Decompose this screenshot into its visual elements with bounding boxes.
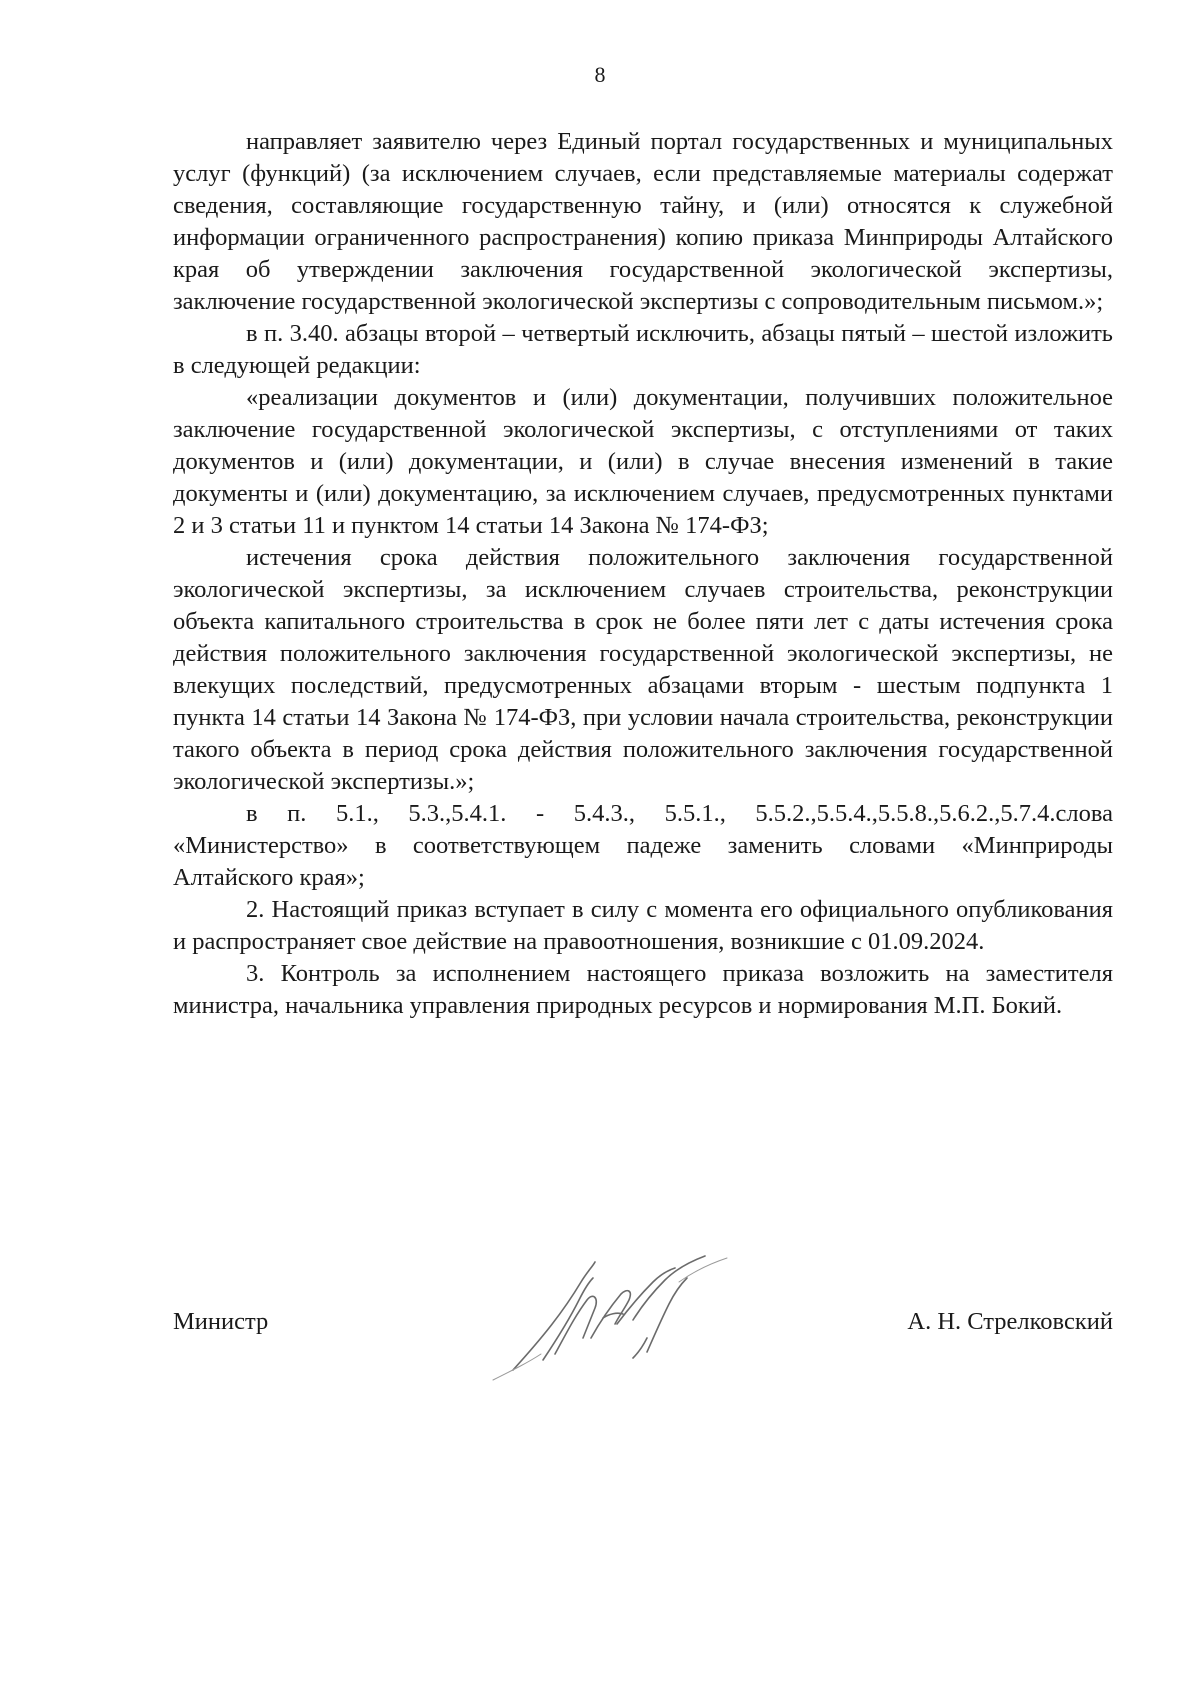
document-body (173, 126, 1113, 1022)
paragraph: «реализации документов и (или) документации, получивших положительное заключение государственной экологической экспертизы, с отступлениями от таких документов и (или) документации, и (или) в случае внесения изменений в такие документы и (или) документацию, за исключением случаев, предусмотренных пунктами 2 и 3 статьи 11 и пунктом 14 статьи 14 Закона № 174-ФЗ; (173, 384, 1113, 539)
signatory-title: Министр (173, 1308, 269, 1335)
paragraph: направляет заявителю через Единый портал государственных и муниципальных услуг (функций) (за исключением случаев, если представляемые материалы содержат сведения, составляющие государственную тайну, и (или) относятся к служебной информации ограниченного распространения) копию приказа Минприроды Алтайского края об утверждении заключения государственной экологической экспертизы, заключение государственной экологической экспертизы с сопроводительным письмом.»; (173, 128, 1113, 315)
paragraph: 3. Контроль за исполнением настоящего приказа возложить на заместителя министра, начальника управления природных ресурсов и нормирования М.П. Бокий. (173, 960, 1113, 1019)
paragraph: в п. 5.1., 5.3.,5.4.1. - 5.4.3., 5.5.1., 5.5.2.,5.5.4.,5.5.8.,5.6.2.,5.7.4.слова «Министерство» в соответствующем падеже заменить словами «Минприроды Алтайского края»; (173, 800, 1113, 891)
signature-block (173, 1300, 1113, 1380)
paragraph: 2. Настоящий приказ вступает в силу с момента его официального опубликования и распространяет свое действие на правоотношения, возникшие с 01.09.2024. (173, 896, 1113, 955)
handwritten-signature-icon (483, 1242, 743, 1382)
paragraph: в п. 3.40. абзацы второй – четвертый исключить, абзацы пятый – шестой изложить в следующей редакции: (173, 320, 1113, 379)
page-number: 8 (594, 62, 606, 87)
paragraph: истечения срока действия положительного заключения государственной экологической экспертизы, за исключением случаев строительства, реконструкции объекта капитального строительства в срок не более пяти лет с даты истечения срока действия положительного заключения государственной экологической экспертизы, не влекущих последствий, предусмотренных абзацами вторым - шестым подпункта 1 пункта 14 статьи 14 Закона № 174-ФЗ, при условии начала строительства, реконструкции такого объекта в период срока действия положительного заключения государственной экологической экспертизы.»; (173, 544, 1113, 795)
signatory-name: А. Н. Стрелковский (907, 1308, 1113, 1335)
